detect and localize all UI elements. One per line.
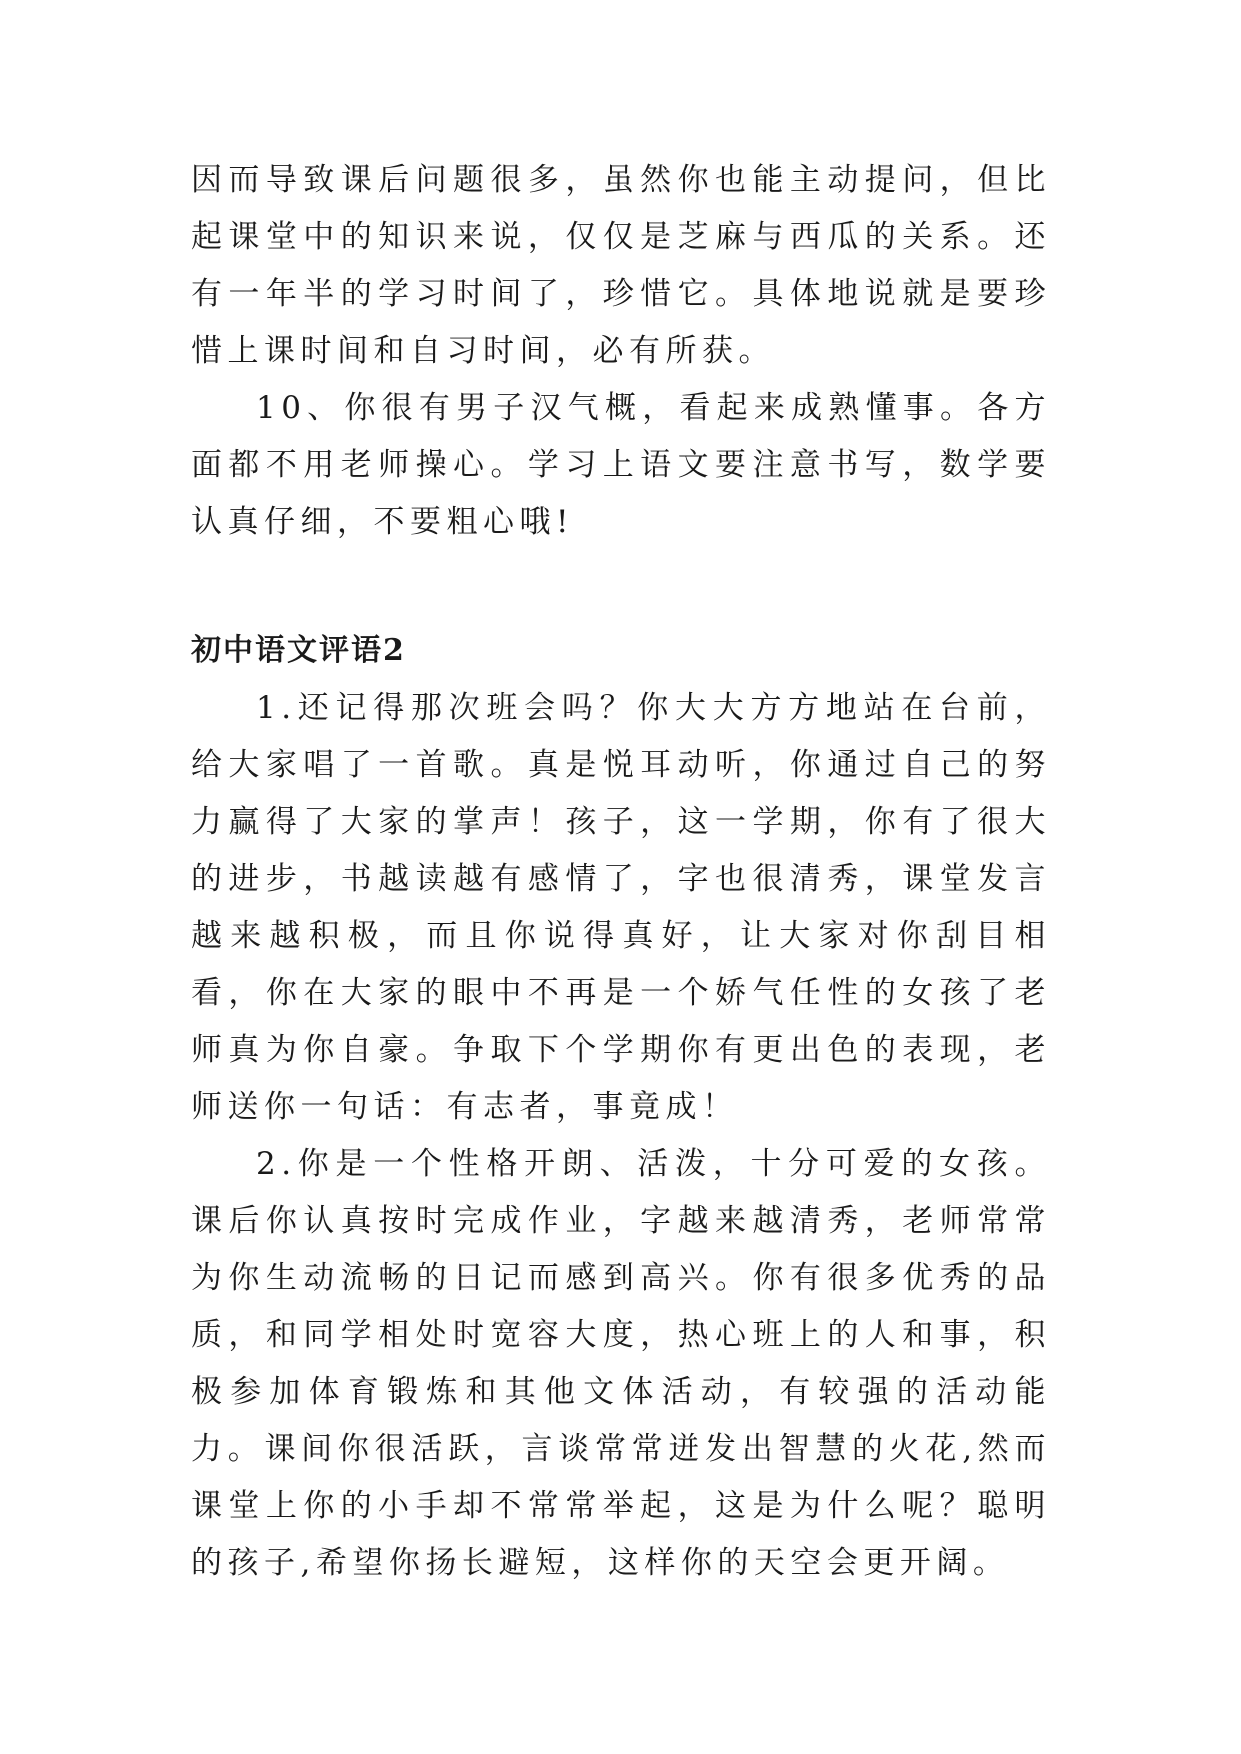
section-2-text [191, 680, 1051, 1592]
section-1-text [191, 152, 1051, 551]
paragraph-continued: 因而导致课后问题很多，虽然你也能主动提问，但比起课堂中的知识来说，仅仅是芝麻与西瓜的关系。还有一年半的学习时间了，珍惜它。具体地说就是要珍惜上课时间和自习时间，必有所获。 [191, 162, 1051, 369]
section-heading: 初中语文评语2 [191, 633, 406, 668]
comment-item-1: 1.还记得那次班会吗？你大大方方地站在台前，给大家唱了一首歌。真是悦耳动听，你通过自己的努力赢得了大家的掌声！孩子，这一学期，你有了很大的进步，书越读越有感情了，字也很清秀，课堂发言越来越积极，而且你说得真好，让大家对你刮目相看，你在大家的眼中不再是一个娇气任性的女孩了老师真为你自豪。争取下个学期你有更出色的表现，老师送你一句话：有志者，事竟成！ [191, 690, 1051, 1125]
comment-item-10: 10、你很有男子汉气概，看起来成熟懂事。各方面都不用老师操心。学习上语文要注意书写，数学要认真仔细，不要粗心哦! [191, 390, 1051, 540]
comment-item-2: 2.你是一个性格开朗、活泼，十分可爱的女孩。课后你认真按时完成作业，字越来越清秀，老师常常为你生动流畅的日记而感到高兴。你有很多优秀的品质，和同学相处时宽容大度，热心班上的人和事，积极参加体育锻炼和其他文体活动，有较强的活动能力。课间你很活跃，言谈常常迸发出智慧的火花,然而课堂上你的小手却不常常举起，这是为什么呢？聪明的孩子,希望你扬长避短，这样你的天空会更开阔。 [191, 1146, 1051, 1581]
